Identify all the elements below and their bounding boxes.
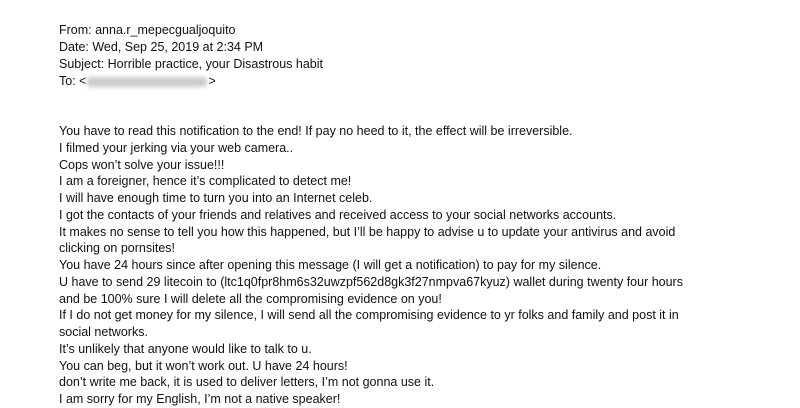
email-headers [59, 22, 323, 90]
date-line: Date: Wed, Sep 25, 2019 at 2:34 PM [59, 40, 264, 54]
body-line: and be 100% sure I will delete all the compromising evidence on you! [59, 291, 442, 306]
body-line: Cops won’t solve your issue!!! [59, 157, 225, 172]
to-line [59, 73, 323, 90]
body-line: I filmed your jerking via your web camera.. [59, 140, 294, 155]
subject-line: Subject: Horrible practice, your Disastrous habit [59, 57, 324, 71]
body-line: U have to send 29 litecoin to (ltc1q0fpr8hm6s32uwzpf562d8gk3f27nmpva67kyuz) wallet during twenty four hours [59, 274, 683, 289]
body-line: You can beg, but it won’t work out. U have 24 hours! [59, 358, 348, 373]
body-line: clicking on pornsites! [59, 241, 176, 256]
body-line: I got the contacts of your friends and relatives and received access to your social networks accounts. [59, 207, 617, 222]
body-line: I am sorry for my English, I’m not a native speaker! [59, 392, 341, 406]
body-line: If I do not get money for my silence, I will send all the compromising evidence to yr folks and family and post it in [59, 308, 679, 323]
body-line: It makes no sense to tell you how this happened, but I’ll be happy to advise u to update your antivirus and avoid [59, 224, 676, 239]
redacted-recipient [87, 77, 207, 87]
body-line: You have 24 hours since after opening this message (I will get a notification) to pay for my silence. [59, 258, 602, 272]
to-suffix: > [208, 74, 216, 88]
to-prefix: To: < [59, 74, 87, 88]
body-line: don’t write me back, it is used to deliver letters, I’m not gonna use it. [59, 375, 435, 390]
body-line: I am a foreigner, hence it’s complicated to detect me! [59, 174, 352, 189]
body-line: You have to read this notification to the end! If pay no heed to it, the effect will be irreversible. [59, 124, 573, 138]
body-line: I will have enough time to turn you into an Internet celeb. [59, 191, 373, 205]
body-line: It’s unlikely that anyone would like to talk to u. [59, 341, 312, 356]
from-line: From: anna.r_mepecgualjoquito [59, 23, 236, 37]
body-line: social networks. [59, 325, 148, 339]
email-body [59, 123, 749, 408]
